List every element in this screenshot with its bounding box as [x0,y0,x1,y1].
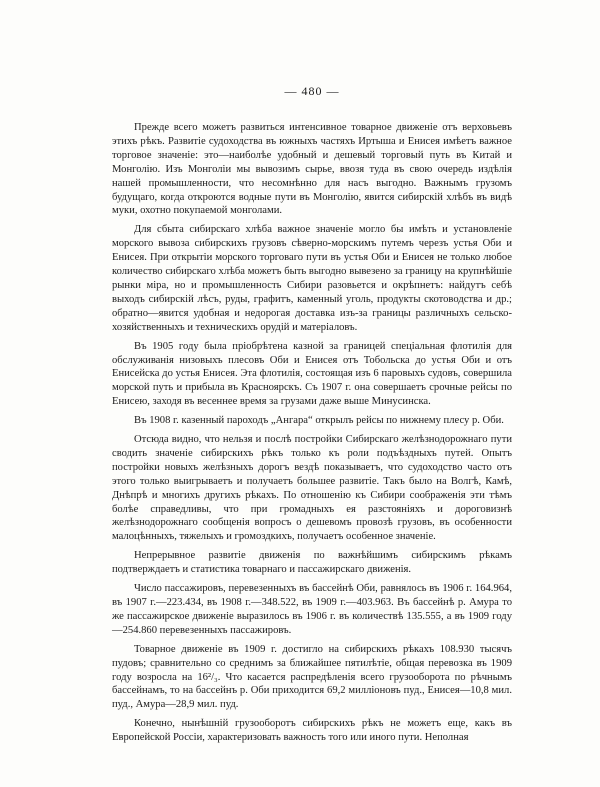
page-number: — 480 — [284,84,340,98]
body-text [112,121,512,745]
paragraph-6: Непрерывное развитіе движенія по важнѣйшимъ сибирскимъ рѣкамъ подтверждаетъ и статистика товарнаго и пассажирскаго движенія. [112,550,512,576]
paragraph-9: Конечно, нынѣшній грузооборотъ сибирскихъ рѣкъ не можетъ еще, какъ въ Европейской Россіи, характеризовать важность того или иного пути. Неполная [112,718,512,744]
paragraph-3: Въ 1905 году была пріобрѣтена казной за границей спеціальная флотилія для обслуживанія низовыхъ плесовъ Оби и Енисея отъ Тобольска до устья Оби и отъ Енисейска до устья Енисея. Эта флотилія, состоящая изъ 6 паровыхъ судовъ, совершила морской путь и прибыла въ Красноярскъ. Съ 1907 г. она совершаетъ срочные рейсы по Енисею, заходя въ весеннее время за грузами даже выше Минусинска. [112,340,512,408]
paragraph-4: Въ 1908 г. казенный пароходъ „Ангара“ открылъ рейсы по нижнему плесу р. Оби. [134,415,504,427]
paragraph-1: Прежде всего можетъ развиться интенсивное товарное движеніе отъ верховьевъ этихъ рѣкъ. Развитіе судоходства въ южныхъ частяхъ Иртыша и Енисея имѣетъ важное торговое значеніе: это—наиболѣе удобный и дешевый торговый путь въ Китай и Монголію. Изъ Монголіи мы вывозимъ сырье, ввозя туда въ свою очередь издѣлія нашей промышленности, что несомнѣнно для насъ выгодно. Важнымъ грузомъ будущаго, когда откроются водные пути въ Монголію, явится сибирскій хлѣбъ въ видѣ муки, охотно покупаемой монголами. [112,122,512,217]
paragraph-2: Для сбыта сибирскаго хлѣба важное значеніе могло бы имѣть и установленіе морского вывоза сибирскихъ грузовъ сѣверно-морскимъ путемъ черезъ устья Оби и Енисея. При открытіи морского торговаго пути въ устья Оби и Енисея не только любое количество сибирскаго хлѣба можетъ быть выгодно вывезено за границу на крупнѣйшіе рынки міра, но и промышленность Сибири разовьется и окрѣпнетъ: найдутъ себѣ выходъ сибирскій лѣсъ, руды, графитъ, каменный уголь, продукты скотоводства и др.; обратно—явится удобная и недорогая доставка изъ-за границы различныхъ сельско-хозяйственныхъ и техническихъ орудій и матеріаловъ. [112,224,512,333]
paragraph-5: Отсюда видно, что нельзя и послѣ постройки Сибирскаго желѣзнодорожнаго пути сводить значеніе сибирскихъ рѣкъ только къ роли подъѣздныхъ путей. Опытъ постройки новыхъ желѣзныхъ дорогъ вездѣ показываетъ, что судоходство часто отъ этого только выигрываетъ и получаетъ большее развитіе. Такъ было на Волгѣ, Камѣ, Днѣпрѣ и многихъ другихъ рѣкахъ. По отношенію къ Сибири соображенія эти тѣмъ болѣе справедливы, что при громадныхъ ея разстояніяхъ и дороговизнѣ желѣзнодорожнаго сообщенія вопросъ о дешевомъ провозѣ грузовъ, въ особенности малоцѣнныхъ, тяжелыхъ и громоздкихъ, получаетъ особенное значеніе. [112,434,512,543]
paragraph-7: Число пассажировъ, перевезенныхъ въ бассейнѣ Оби, равнялось въ 1906 г. 164.964, въ 1907 г.—223.434, въ 1908 г.—348.522, въ 1909 г.—403.963. Въ бассейнѣ р. Амура то же пассажирское движеніе выразилось въ 1906 г. въ количествѣ 135.555, а въ 1909 году—254.860 перевезенныхъ пассажировъ. [112,583,512,636]
paragraph-8: Товарное движеніе въ 1909 г. достигло на сибирскихъ рѣкахъ 108.930 тысячъ пудовъ; сравнительно со среднимъ за ближайшее пятилѣтіе, общая перевозка въ 1909 году возросла на 16²/₃. Что касается распредѣленія всего грузооборота по рѣчнымъ бассейнамъ, то на бассейнъ р. Оби приходится 69,2 милліоновъ пуд., Енисея—10,8 мил. пуд., Амура—28,9 мил. пуд. [112,643,512,711]
